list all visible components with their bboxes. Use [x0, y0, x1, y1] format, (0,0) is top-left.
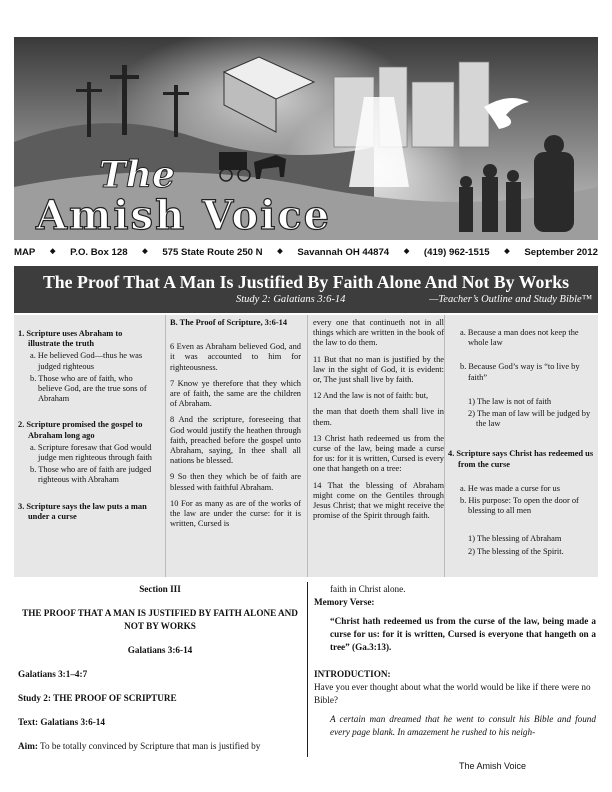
org-name: MAP	[14, 247, 36, 258]
masthead-title-the: The	[99, 154, 175, 196]
outline-subsubpoint: 2) The blessing of the Spirit.	[468, 546, 564, 556]
diamond-icon: ◆	[50, 248, 56, 255]
section-label: Section III	[139, 584, 181, 594]
diamond-icon: ◆	[403, 248, 410, 255]
title-banner	[14, 266, 598, 313]
outline-subpoint: b. Those who are of faith are judged righteous with Abraham	[30, 465, 152, 485]
source-subtitle: —Teacher’s Outline and Study Bible™	[429, 294, 592, 305]
memory-verse-label: Memory Verse:	[314, 597, 375, 607]
outline-point-1: 1. Scripture uses Abraham to illustrate the truth	[18, 329, 123, 349]
outline-column-right	[448, 318, 596, 557]
column-divider	[444, 315, 445, 577]
verse: every one that continueth not in all things which are written in the book of the law to do them.	[313, 318, 444, 348]
aim-paragraph	[18, 740, 302, 753]
text-label: Text: Galatians 3:6-14	[18, 717, 105, 727]
memory-verse: “Christ hath redeemed us from the curse of the law, being made a curse for us: for it is written, Cursed is everyone that hangeth on a tree” (Ga.3:13).	[330, 616, 596, 652]
diamond-icon: ◆	[504, 248, 510, 255]
outline-subpoint: a. He believed God—thus he was judged righteous	[30, 351, 143, 371]
aim-text: To be totally convinced by Scripture that man is justified by	[37, 741, 261, 751]
story-text: A certain man dreamed that he went to consult his Bible and found every page blank. In amazement he rushed to his neigh-	[330, 714, 596, 737]
galatians-range: Galatians 3:1–4:7	[18, 669, 88, 679]
column-divider	[307, 315, 308, 577]
phone-number: (419) 962-1515	[423, 247, 490, 258]
lesson-left-column	[18, 583, 302, 753]
aim-label: Aim:	[18, 741, 38, 751]
outline-subsubpoint: 1) The blessing of Abraham	[468, 534, 562, 544]
scripture-column	[170, 318, 301, 529]
scripture-column-continued	[313, 318, 444, 521]
footer-publication: The Amish Voice	[459, 761, 527, 771]
verse: 7 Know ye therefore that they which are of faith, the same are the children of Abraham.	[170, 378, 301, 409]
verse: 9 So then they which be of faith are blessed with faithful Abraham.	[170, 472, 301, 492]
verse: the man that doeth them shall live in them.	[313, 407, 444, 427]
lesson-reference: Galatians 3:6-14	[127, 645, 193, 655]
article-title: The Proof That A Man Is Justified By Faith Alone And Not By Works	[42, 272, 570, 292]
verse: 12 And the law is not of faith: but,	[313, 391, 429, 401]
diamond-icon: ◆	[277, 248, 283, 255]
address-line	[14, 247, 598, 261]
column-divider	[165, 315, 166, 577]
verse: 8 And the scripture, foreseeing that God would justify the heathen through faith, preached before the gospel unto Abraham, saying, In thee shall all nations be blessed.	[170, 415, 301, 466]
outline-column	[18, 318, 155, 522]
outline-point-2: 2. Scripture promised the gospel to Abraham long ago	[18, 420, 143, 440]
study-label: Study 2: THE PROOF OF SCRIPTURE	[18, 693, 177, 703]
verse: 13 Christ hath redeemed us from the curse of the law, being made a curse for us: for it is written, Cursed is every one that hangeth on a tree:	[313, 433, 444, 474]
verse: 14 That the blessing of Abraham might come on the Gentiles through Jesus Christ; that we might receive the promise of the Spirit through faith.	[313, 480, 444, 521]
masthead-title: Amish Voice	[36, 192, 332, 239]
verse: 6 Even as Abraham believed God, and it was accounted to him for righteousness.	[170, 342, 301, 372]
outline-subpoint: b. His purpose: To open the door of blessing to all men	[460, 496, 579, 516]
introduction-text: Have you ever thought about what the world would be like if there were no Bible?	[314, 682, 591, 705]
introduction-label: INTRODUCTION:	[314, 669, 391, 679]
lesson-right-column	[314, 583, 596, 739]
diamond-icon: ◆	[142, 248, 148, 255]
scripture-heading: B. The Proof of Scripture, 3:6-14	[170, 318, 288, 327]
outline-subsubpoint: 2) The man of law will be judged by the law	[468, 409, 591, 429]
street-address: 575 State Route 250 N	[162, 247, 263, 258]
verse: 11 But that no man is justified by the law in the sight of God, it is evident: or, The just shall live by faith.	[313, 354, 444, 385]
masthead-illustration	[14, 37, 598, 240]
study-subtitle: Study 2: Galatians 3:6-14	[236, 294, 346, 305]
outline-subsubpoint: 1) The law is not of faith	[468, 396, 552, 406]
outline-subpoint: a. Scripture foresaw that God would judge men righteous through faith	[30, 442, 152, 463]
outline-subpoint: a. He was made a curse for us	[460, 483, 560, 493]
city-state-zip: Savannah OH 44874	[297, 247, 390, 258]
lesson-heading: THE PROOF THAT A MAN IS JUSTIFIED BY FAITH ALONE AND NOT BY WORKS	[22, 608, 298, 631]
column-divider	[307, 582, 308, 757]
po-box: P.O. Box 128	[70, 247, 128, 258]
outline-point-4: 4. Scripture says Christ has redeemed us from the curse	[448, 449, 594, 469]
aim-continuation: faith in Christ alone.	[330, 584, 406, 594]
outline-point-3: 3. Scripture says the law puts a man under a curse	[18, 501, 147, 521]
issue-date: September 2012	[524, 247, 598, 258]
outline-subpoint: b. Those who are of faith, who believe God, are the true sons of Abraham	[30, 373, 147, 404]
outline-subpoint: a. Because a man does not keep the whole law	[460, 328, 579, 348]
verse: 10 For as many as are of the works of the law are under the curse: for it is written, Cursed is	[170, 498, 301, 529]
outline-subpoint: b. Because God’s way is “to live by faith”	[460, 362, 580, 382]
